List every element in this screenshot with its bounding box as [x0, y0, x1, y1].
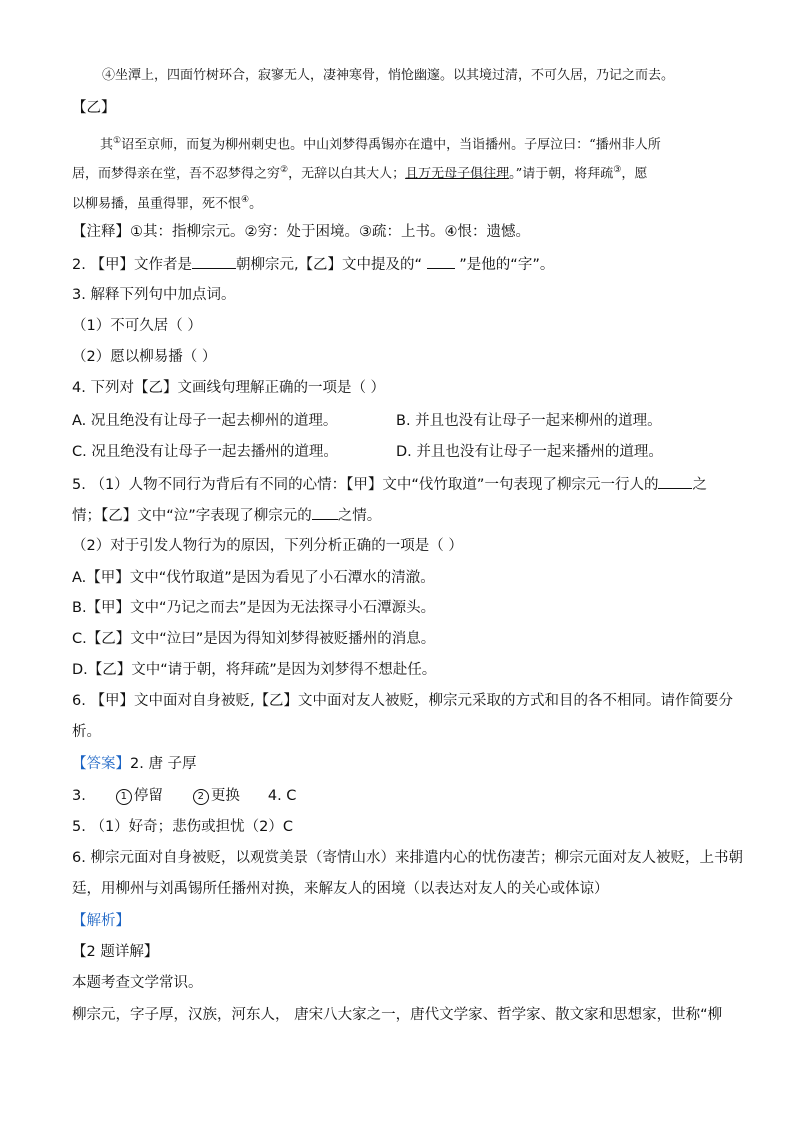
yi-heading: 【乙】 [72, 100, 116, 116]
question-5-part-1-line-1: 5. （1）人物不同行为背后有不同的心情：【甲】文中“伐竹取道”一句表现了柳宗元一行人的 之 [72, 474, 707, 495]
question-4-option-d: D. 并且也没有让母子一起来播州的道理。 [396, 444, 663, 460]
question-3-item-2: （2）愿以柳易播（ ） [72, 349, 217, 365]
question-6-line-2: 析。 [72, 724, 101, 740]
answer-line-6-2: 廷，用柳州与刘禹锡所任播州对换，来解友人的困境（以表达对友人的关心或体谅） [72, 881, 609, 897]
answer-blank [658, 474, 692, 489]
answer-line-5: 5. （1）好奇；悲伤或担忧（2）C [72, 819, 294, 835]
question-2: 2. 【甲】文作者是 朝柳宗元,【乙】文中提及的“ ”是他的“字”。 [72, 254, 554, 275]
answer-line-2: 【答案】2. 唐 子厚 [72, 756, 197, 772]
analysis-line-1: 本题考查文学常识。 [72, 975, 203, 991]
underlined-sentence: 且万无母子俱往理 [405, 166, 510, 182]
question-5-part-2: （2）对于引发人物行为的原因，下列分析正确的一项是（ ） [72, 538, 463, 554]
analysis-line-2: 柳宗元，字子厚，汉族，河东人， 唐宋八大家之一，唐代文学家、哲学家、散文家和思想家，世称“柳 [72, 1007, 723, 1023]
answer-line-3: 3. 1 停留 2 更换 4. C [72, 788, 297, 804]
circled-number-1: 1 [116, 789, 132, 805]
question-5-option-a: A.【甲】文中“伐竹取道”是因为看见了小石潭水的清澈。 [72, 570, 435, 586]
circled-number-2: 2 [193, 789, 209, 805]
question-4-option-b: B. 并且也没有让母子一起来柳州的道理。 [396, 413, 662, 429]
analysis-label: 【解析】 [72, 913, 130, 929]
question-5-option-d: D.【乙】文中“请于朝，将拜疏”是因为刘梦得不想赴任。 [72, 662, 437, 678]
question-5-part-1-line-2: 情；【乙】文中“泣”字表现了柳宗元的 之情。 [72, 505, 381, 526]
question-3-item-1: （1）不可久居（ ） [72, 318, 202, 334]
question-5-option-b: B.【甲】文中“乃记之而去”是因为无法探寻小石潭源头。 [72, 600, 436, 616]
yi-line-2: 居，而梦得亲在堂，吾不忍梦得之穷②，无辞以白其大人；且万无母子俱往理。”请于朝，将拜疏③，愿 [72, 165, 648, 182]
annotation-notes: 【注释】①其：指柳宗元。②穷：处于困境。③疏：上书。④恨：遗憾。 [72, 224, 530, 240]
yi-line-1: 其①诏至京师，而复为柳州刺史也。中山刘梦得禹锡亦在遣中，当诣播州。子厚泣曰：“播州非人所 [100, 136, 661, 153]
answer-blank [427, 254, 455, 269]
question-4-option-a: A. 况且绝没有让母子一起去柳州的道理。 [72, 413, 338, 429]
yi-line-3: 以柳易播，虽重得罪，死不恨④。 [72, 195, 263, 212]
analysis-subheading: 【2 题详解】 [72, 944, 159, 960]
question-5-option-c: C.【乙】文中“泣曰”是因为得知刘梦得被贬播州的消息。 [72, 631, 436, 647]
question-4: 4. 下列对【乙】文画线句理解正确的一项是（ ） [72, 380, 386, 396]
question-6-line-1: 6. 【甲】文中面对自身被贬,【乙】文中面对友人被贬，柳宗元采取的方式和目的各不相同。请作简要分 [72, 693, 734, 709]
question-4-option-c: C. 况且绝没有让母子一起去播州的道理。 [72, 444, 338, 460]
answer-label: 【答案】 [72, 756, 130, 772]
question-3: 3. 解释下列句中加点词。 [72, 287, 236, 303]
answer-line-6-1: 6. 柳宗元面对自身被贬，以观赏美景（寄情山水）来排遣内心的忧伤凄苦；柳宗元面对友人被贬，上书朝 [72, 850, 743, 866]
jia-paragraph-4: ④坐潭上，四面竹树环合，寂寥无人，凄神寒骨，悄怆幽邃。以其境过清，不可久居，乃记之而去。 [102, 68, 675, 83]
answer-blank [192, 254, 236, 269]
answer-blank [312, 505, 338, 520]
